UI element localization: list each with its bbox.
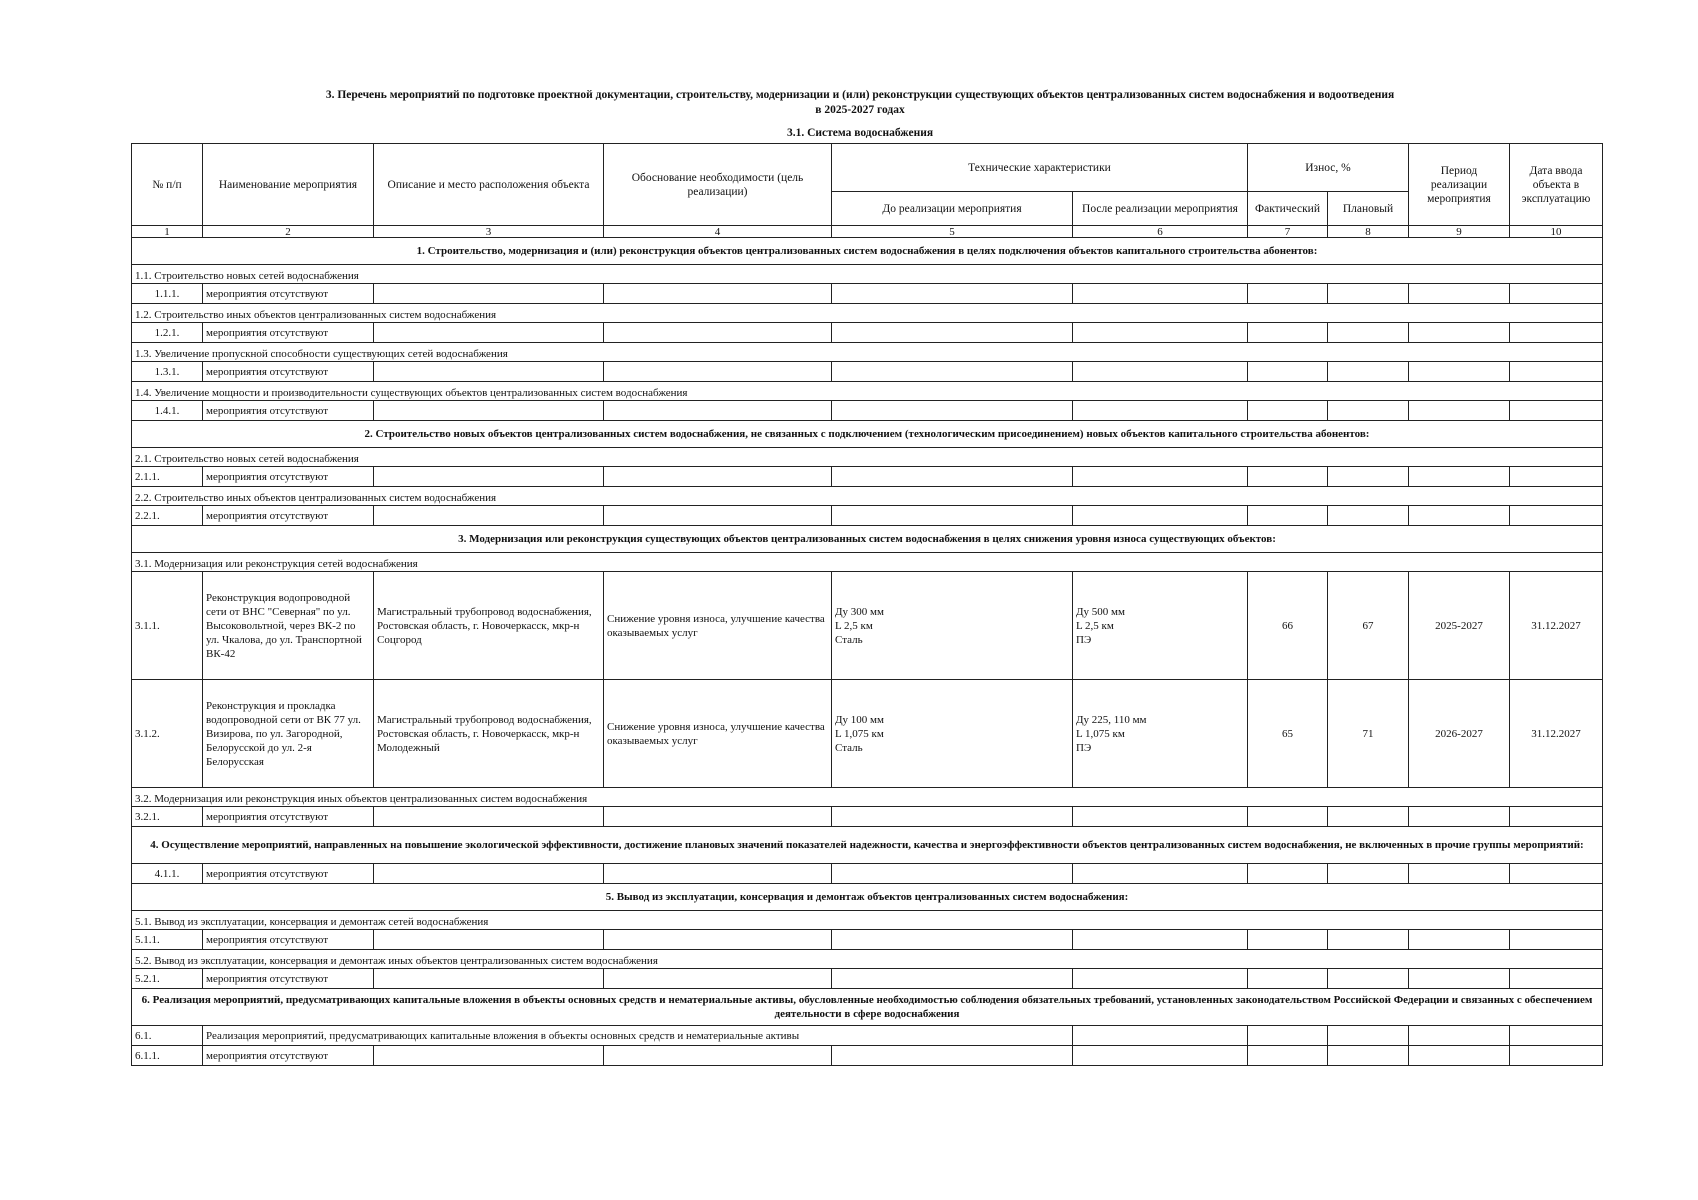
empty-cell: [831, 505, 1073, 526]
item-name: [202, 968, 374, 989]
empty-cell: [1072, 322, 1248, 343]
section-heading-text: 1. Строительство, модернизация и (или) реконструкция объектов централизованных систем водоснабжения в целях подключения объектов капитального строительства абонентов:: [416, 245, 1318, 257]
empty-cell: [831, 283, 1073, 304]
empty-cell: [1327, 929, 1409, 950]
item-number: [131, 400, 203, 421]
item-name: [202, 929, 374, 950]
empty-cell: [831, 806, 1073, 827]
empty-cell: [1072, 1025, 1248, 1046]
empty-cell: [1408, 505, 1510, 526]
item-before: [831, 571, 1073, 680]
item-commission-date: [1509, 679, 1603, 788]
header-tech: [831, 143, 1248, 192]
item-wear-planned: [1327, 571, 1409, 680]
empty-cell: [1509, 361, 1603, 382]
empty-cell: [1247, 283, 1328, 304]
empty-cell: [1408, 283, 1510, 304]
item-after: [1072, 679, 1248, 788]
item-commission-date: [1509, 571, 1603, 680]
empty-cell: [1247, 466, 1328, 487]
subsection-heading-text: 5.2. Вывод из эксплуатации, консервация и демонтаж иных объектов централизованных систем водоснабжения: [135, 955, 658, 967]
header-description-text: Описание и место расположения объекта: [387, 178, 590, 191]
item-name: [202, 863, 374, 884]
empty-cell: [1072, 929, 1248, 950]
column-number-text: 4: [714, 225, 721, 238]
empty-cell: [1509, 1045, 1603, 1066]
header-period: [1408, 143, 1510, 226]
column-number-text: 6: [1157, 225, 1163, 238]
item-description-text: Магистральный трубопровод водоснабжения, Ростовская область, г. Новочеркасск, мкр-н Молодежный: [377, 713, 592, 754]
item-period: [1408, 679, 1510, 788]
header-planned-text: Плановый: [1342, 202, 1394, 215]
header-after-text: После реализации мероприятия: [1082, 202, 1238, 215]
empty-cell: [603, 968, 832, 989]
subsection-heading: [131, 342, 1603, 362]
empty-cell: [1072, 806, 1248, 827]
empty-cell: [1509, 929, 1603, 950]
subsection-heading: [131, 910, 1603, 930]
empty-cell: [1072, 466, 1248, 487]
item-name: [202, 505, 374, 526]
column-number-text: 1: [164, 225, 170, 238]
item-number-text: 1.2.1.: [154, 326, 180, 339]
empty-cell: [603, 322, 832, 343]
empty-cell: [1072, 968, 1248, 989]
item-description: [373, 571, 604, 680]
empty-cell: [1509, 322, 1603, 343]
empty-cell: [1247, 1025, 1328, 1046]
empty-cell: [1509, 505, 1603, 526]
item-before-text: Ду 300 мм L 2,5 км Сталь: [835, 605, 884, 646]
item-number-text: 3.1.2.: [135, 727, 160, 740]
column-number-text: 7: [1284, 225, 1291, 238]
item-name: [202, 806, 374, 827]
empty-cell: [1509, 400, 1603, 421]
empty-cell: [373, 863, 604, 884]
empty-cell: [603, 283, 832, 304]
empty-cell: [1408, 466, 1510, 487]
empty-cell: [1072, 283, 1248, 304]
empty-cell: [603, 505, 832, 526]
item-number-text: 2.2.1.: [135, 509, 160, 522]
subsection-heading-text: 5.1. Вывод из эксплуатации, консервация и демонтаж сетей водоснабжения: [135, 916, 489, 928]
empty-cell: [1408, 1025, 1510, 1046]
empty-cell: [1072, 505, 1248, 526]
item-name: [202, 1045, 374, 1066]
section-heading-text: 6. Реализация мероприятий, предусматривающих капитальные вложения в объекты основных средств и нематериальные активы, обусловленные необходимостью соблюдения обязательных требований, установленных законодательством Российской Федерации и связанных с обеспечением деятельности в сфере водоснабжения: [141, 994, 1593, 1020]
item-number-text: 5.2.1.: [135, 972, 160, 985]
section-heading: [131, 237, 1603, 265]
item-number-text: 3.2.1.: [135, 810, 160, 823]
item-justification-text: Снижение уровня износа, улучшение качества оказываемых услуг: [607, 612, 825, 639]
item-name-text: Реконструкция водопроводной сети от ВНС "Северная" по ул. Высоковольтной, через ВК-2 по ул. Чкалова, до ул. Транспортной ВК-42: [206, 591, 362, 660]
item-before: [831, 679, 1073, 788]
empty-cell: [831, 929, 1073, 950]
page-title-line-2: в 2025-2027 годах: [815, 104, 905, 116]
empty-cell: [1327, 968, 1409, 989]
item-wear-actual: [1247, 679, 1328, 788]
empty-cell: [1247, 929, 1328, 950]
header-num: [131, 143, 203, 226]
section-heading: [131, 420, 1603, 448]
item-name-text: мероприятия отсутствуют: [206, 287, 329, 300]
item-description-text: Магистральный трубопровод водоснабжения, Ростовская область, г. Новочеркасск, мкр-н Соцгород: [377, 605, 592, 646]
empty-cell: [1327, 466, 1409, 487]
item-name-text: мероприятия отсутствуют: [206, 509, 329, 522]
item-justification: [603, 679, 832, 788]
header-name: [202, 143, 374, 226]
empty-cell: [373, 322, 604, 343]
empty-cell: [1247, 361, 1328, 382]
empty-cell: [1408, 400, 1510, 421]
section-heading-text: 5. Вывод из эксплуатации, консервация и демонтаж объектов централизованных систем водоснабжения:: [605, 891, 1129, 903]
item-wear-planned: [1327, 679, 1409, 788]
item-name: [202, 283, 374, 304]
empty-cell: [603, 929, 832, 950]
section-heading: [131, 525, 1603, 553]
item-name-text: мероприятия отсутствуют: [206, 1049, 329, 1062]
empty-cell: [1327, 806, 1409, 827]
item-number: [131, 283, 203, 304]
empty-cell: [1247, 505, 1328, 526]
empty-cell: [1327, 361, 1409, 382]
item-number: [131, 1025, 203, 1046]
item-number-text: 3.1.1.: [135, 619, 160, 632]
empty-cell: [1072, 863, 1248, 884]
empty-cell: [1509, 806, 1603, 827]
empty-cell: [373, 361, 604, 382]
subsection-heading: [131, 447, 1603, 467]
subsection-heading-text: 2.1. Строительство новых сетей водоснабжения: [135, 453, 359, 465]
subsection-heading-text: 3.1. Модернизация или реконструкция сетей водоснабжения: [135, 558, 418, 570]
empty-cell: [1247, 1045, 1328, 1066]
empty-cell: [1408, 929, 1510, 950]
column-number-text: 2: [285, 225, 291, 238]
empty-cell: [831, 322, 1073, 343]
empty-cell: [1072, 400, 1248, 421]
item-name-text: мероприятия отсутствуют: [206, 365, 329, 378]
item-number: [131, 361, 203, 382]
item-number: [131, 466, 203, 487]
subsection-heading-text: 1.2. Строительство иных объектов централизованных систем водоснабжения: [135, 309, 497, 321]
empty-cell: [373, 466, 604, 487]
empty-cell: [831, 863, 1073, 884]
item-before-text: Ду 100 мм L 1,075 км Сталь: [835, 713, 884, 754]
item-name-text: Реконструкция и прокладка водопроводной сети от ВК 77 ул. Визирова, по ул. Загородной, Белорусской до ул. 2-я Белорусская: [206, 699, 361, 768]
subsection-heading: [131, 264, 1603, 284]
item-name: [202, 679, 374, 788]
header-actual-text: Фактический: [1255, 202, 1320, 215]
subsection-heading-text: 1.3. Увеличение пропускной способности существующих сетей водоснабжения: [135, 348, 508, 360]
empty-cell: [603, 361, 832, 382]
section-heading-text: 3. Модернизация или реконструкция существующих объектов централизованных систем водоснабжения в целях снижения уровня износа существующих объектов:: [458, 533, 1276, 545]
empty-cell: [1327, 1045, 1409, 1066]
header-actual: [1247, 191, 1328, 226]
empty-cell: [831, 400, 1073, 421]
subsection-heading: [131, 486, 1603, 506]
item-wear-actual: [1247, 571, 1328, 680]
empty-cell: [1327, 1025, 1409, 1046]
item-wear-actual-text: 66: [1282, 619, 1293, 632]
item-number-text: 1.1.1.: [154, 287, 180, 300]
item-after-text: Ду 500 мм L 2,5 км ПЭ: [1076, 605, 1125, 646]
empty-cell: [1509, 863, 1603, 884]
section-heading-text: 2. Строительство новых объектов централизованных систем водоснабжения, не связанных с подключением (технологическим присоединением) новых объектов капитального строительства абонентов:: [364, 428, 1370, 440]
item-wear-actual-text: 65: [1282, 727, 1293, 740]
empty-cell: [1327, 505, 1409, 526]
empty-cell: [373, 968, 604, 989]
empty-cell: [373, 400, 604, 421]
section-heading: [131, 988, 1603, 1026]
item-name-wide: [202, 1025, 1073, 1046]
subsection-heading-text: 3.2. Модернизация или реконструкция иных объектов централизованных систем водоснабжения: [135, 793, 588, 805]
column-number-text: 9: [1456, 225, 1462, 238]
item-number-text: 1.4.1.: [154, 404, 180, 417]
section-heading: [131, 826, 1603, 864]
empty-cell: [1247, 968, 1328, 989]
empty-cell: [831, 968, 1073, 989]
item-after: [1072, 571, 1248, 680]
item-name: [202, 400, 374, 421]
empty-cell: [1327, 863, 1409, 884]
item-number: [131, 571, 203, 680]
header-num-text: № п/п: [152, 178, 182, 191]
header-planned: [1327, 191, 1409, 226]
empty-cell: [1327, 322, 1409, 343]
item-number: [131, 1045, 203, 1066]
header-wear-text: Износ, %: [1305, 161, 1351, 174]
empty-cell: [1509, 1025, 1603, 1046]
subsection-heading: [131, 787, 1603, 807]
column-number-text: 5: [949, 225, 955, 238]
item-justification-text: Снижение уровня износа, улучшение качества оказываемых услуг: [607, 720, 825, 747]
subsection-heading-text: 1.4. Увеличение мощности и производительности существующих объектов централизованных систем водоснабжения: [135, 387, 688, 399]
item-number: [131, 679, 203, 788]
empty-cell: [1247, 322, 1328, 343]
header-before: [831, 191, 1073, 226]
empty-cell: [1247, 400, 1328, 421]
empty-cell: [603, 400, 832, 421]
column-number-text: 8: [1365, 225, 1371, 238]
empty-cell: [1408, 361, 1510, 382]
item-number: [131, 806, 203, 827]
page-title-line-1: 3. Перечень мероприятий по подготовке проектной документации, строительству, модернизации и (или) реконструкции существующих объектов централизованных систем водоснабжения и водоотведения: [325, 89, 1395, 101]
item-name: [202, 571, 374, 680]
item-number: [131, 322, 203, 343]
empty-cell: [1247, 806, 1328, 827]
empty-cell: [603, 1045, 832, 1066]
item-name-text: мероприятия отсутствуют: [206, 326, 329, 339]
header-wear: [1247, 143, 1409, 192]
empty-cell: [603, 466, 832, 487]
empty-cell: [1408, 322, 1510, 343]
empty-cell: [1408, 806, 1510, 827]
header-date: [1509, 143, 1603, 226]
empty-cell: [1327, 283, 1409, 304]
item-number-text: 6.1.1.: [135, 1049, 160, 1062]
header-name-text: Наименование мероприятия: [218, 178, 358, 191]
subsection-heading: [131, 552, 1603, 572]
header-period-text: Период реализации мероприятия: [1427, 164, 1491, 205]
empty-cell: [373, 505, 604, 526]
empty-cell: [1247, 863, 1328, 884]
item-name-text: мероприятия отсутствуют: [206, 972, 329, 985]
empty-cell: [831, 466, 1073, 487]
empty-cell: [831, 361, 1073, 382]
item-number: [131, 929, 203, 950]
item-number-text: 5.1.1.: [135, 933, 160, 946]
item-number-text: 2.1.1.: [135, 470, 160, 483]
item-name-text: мероприятия отсутствуют: [206, 404, 329, 417]
empty-cell: [1408, 968, 1510, 989]
header-tech-text: Технические характеристики: [968, 161, 1111, 174]
header-date-text: Дата ввода объекта в эксплуатацию: [1521, 164, 1591, 205]
item-name-text: мероприятия отсутствуют: [206, 810, 329, 823]
item-name: [202, 322, 374, 343]
empty-cell: [1509, 283, 1603, 304]
subsection-heading: [131, 303, 1603, 323]
section-heading: [131, 883, 1603, 911]
item-number: [131, 505, 203, 526]
empty-cell: [373, 929, 604, 950]
item-description: [373, 679, 604, 788]
item-number: [131, 968, 203, 989]
item-wear-planned-text: 71: [1362, 727, 1374, 740]
subsection-heading: [131, 381, 1603, 401]
empty-cell: [373, 1045, 604, 1066]
item-number-text: 6.1.: [135, 1029, 152, 1042]
item-number: [131, 863, 203, 884]
header-description: [373, 143, 604, 226]
empty-cell: [831, 1045, 1073, 1066]
item-name-wide-text: Реализация мероприятий, предусматривающих капитальные вложения в объекты основных средств и нематериальные активы: [206, 1029, 800, 1042]
item-after-text: Ду 225, 110 мм L 1,075 км ПЭ: [1076, 713, 1147, 754]
item-commission-date-text: 31.12.2027: [1531, 619, 1581, 632]
empty-cell: [373, 283, 604, 304]
item-name-text: мероприятия отсутствуют: [206, 867, 329, 880]
column-number-text: 10: [1550, 225, 1562, 238]
empty-cell: [1509, 466, 1603, 487]
header-justification: [603, 143, 832, 226]
item-period-text: 2026-2027: [1435, 727, 1483, 740]
item-period-text: 2025-2027: [1435, 619, 1483, 632]
section-heading-text: 4. Осуществление мероприятий, направленных на повышение экологической эффективности, достижение плановых значений показателей надежности, качества и энергоэффективности объектов централизованных систем водоснабжения, не включенных в прочие группы мероприятий:: [150, 839, 1584, 851]
item-name: [202, 466, 374, 487]
item-number-text: 4.1.1.: [154, 867, 180, 880]
item-period: [1408, 571, 1510, 680]
subsection-heading-text: 2.2. Строительство иных объектов централизованных систем водоснабжения: [135, 492, 497, 504]
empty-cell: [603, 806, 832, 827]
item-commission-date-text: 31.12.2027: [1531, 727, 1581, 740]
item-justification: [603, 571, 832, 680]
item-number-text: 1.3.1.: [154, 365, 180, 378]
empty-cell: [373, 806, 604, 827]
section-subtitle: 3.1. Система водоснабжения: [786, 127, 934, 139]
subsection-heading: [131, 949, 1603, 969]
item-wear-planned-text: 67: [1362, 619, 1374, 632]
item-name-text: мероприятия отсутствуют: [206, 933, 329, 946]
item-name: [202, 361, 374, 382]
item-name-text: мероприятия отсутствуют: [206, 470, 329, 483]
column-number-text: 3: [485, 225, 492, 238]
empty-cell: [1408, 863, 1510, 884]
empty-cell: [1408, 1045, 1510, 1066]
header-justification-text: Обоснование необходимости (цель реализации): [631, 171, 804, 198]
empty-cell: [1072, 1045, 1248, 1066]
empty-cell: [603, 863, 832, 884]
empty-cell: [1327, 400, 1409, 421]
header-after: [1072, 191, 1248, 226]
empty-cell: [1509, 968, 1603, 989]
subsection-heading-text: 1.1. Строительство новых сетей водоснабжения: [135, 270, 359, 282]
empty-cell: [1072, 361, 1248, 382]
header-before-text: До реализации мероприятия: [882, 202, 1022, 215]
